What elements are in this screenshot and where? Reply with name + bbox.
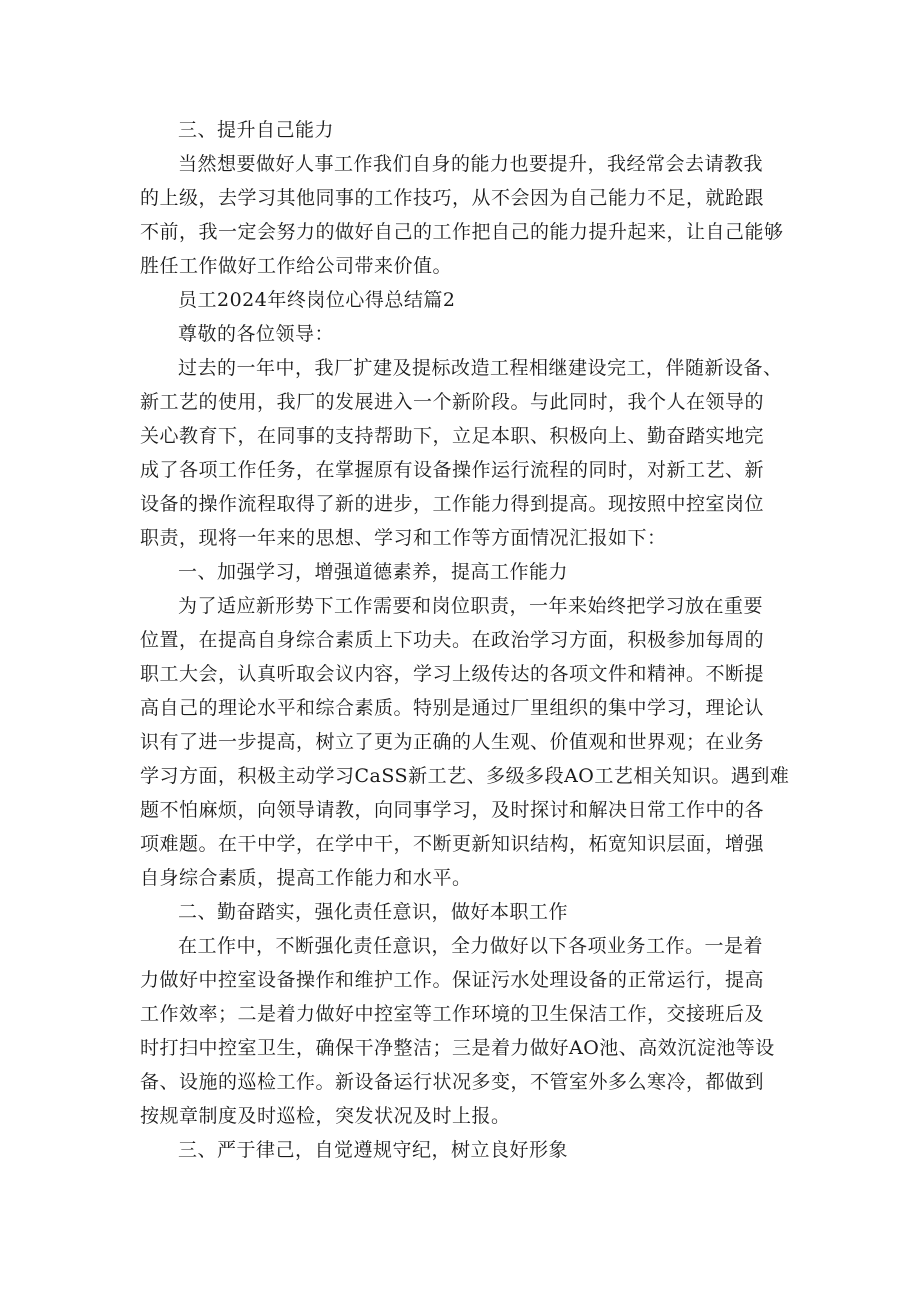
paragraph-line: 胜任工作做好工作给公司带来价值。 — [140, 255, 453, 277]
paragraph-first-line: 员工2024年终岗位心得总结篇2 — [178, 289, 456, 311]
paragraph-first-line: 三、严于律己，自觉遵规守纪，树立良好形象 — [178, 1139, 569, 1161]
paragraph-line: 识有了进一步提高，树立了更为正确的人生观、价值观和世界观；在业务 — [140, 731, 765, 753]
paragraph-first-line: 当然想要做好人事工作我们自身的能力也要提升，我经常会去请教我 — [178, 153, 764, 175]
paragraph-line: 学习方面，积极主动学习CaSS新工艺、多级多段AO工艺相关知识。遇到难 — [140, 765, 790, 787]
document-body — [140, 113, 800, 1167]
paragraph-line: 的上级，去学习其他同事的工作技巧，从不会因为自己能力不足，就跄跟 — [140, 187, 765, 209]
paragraph-line: 成了各项工作任务，在掌握原有设备操作运行流程的同时，对新工艺、新 — [140, 459, 765, 481]
paragraph-line: 时打扫中控室卫生，确保干净整洁；三是着力做好AO池、高效沉淀池等设 — [140, 1037, 775, 1059]
paragraph-line: 位置，在提高自身综合素质上下功夫。在政治学习方面，积极参加每周的 — [140, 629, 765, 651]
paragraph-first-line: 尊敬的各位领导： — [178, 323, 335, 345]
paragraph-line: 设备的操作流程取得了新的进步，工作能力得到提高。现按照中控室岗位 — [140, 493, 765, 515]
paragraph-line: 项难题。在干中学，在学中干，不断更新知识结构，柘宽知识层面，增强 — [140, 833, 765, 855]
paragraph-line: 力做好中控室设备操作和维护工作。保证污水处理设备的正常运行，提高 — [140, 969, 765, 991]
paragraph-first-line: 三、提升自己能力 — [178, 119, 335, 141]
paragraph-first-line: 过去的一年中，我厂扩建及提标改造工程相继建设完工，伴随新设备、 — [178, 357, 783, 379]
paragraph-first-line: 一、加强学习，增强道德素养，提高工作能力 — [178, 561, 569, 583]
paragraph-first-line: 二、勤奋踏实，强化责任意识，做好本职工作 — [178, 901, 569, 923]
paragraph-line: 工作效率；二是着力做好中控室等工作环境的卫生保洁工作，交接班后及 — [140, 1003, 765, 1025]
paragraph-line: 备、设施的巡检工作。新设备运行状况多变，不管室外多么寒冷，都做到 — [140, 1071, 765, 1093]
paragraph-line: 按规章制度及时巡检，突发状况及时上报。 — [140, 1105, 511, 1127]
paragraph-line: 题不怕麻烦，向领导请教，向同事学习，及时探讨和解决日常工作中的各 — [140, 799, 765, 821]
paragraph-first-line: 在工作中，不断强化责任意识，全力做好以下各项业务工作。一是着 — [178, 935, 764, 957]
paragraph-line: 职责，现将一年来的思想、学习和工作等方面情况汇报如下： — [140, 527, 667, 549]
paragraph-line: 新工艺的使用，我厂的发展进入一个新阶段。与此同时，我个人在领导的 — [140, 391, 765, 413]
paragraph-line: 关心教育下，在同事的支持帮助下，立足本职、积极向上、勤奋踏实地完 — [140, 425, 765, 447]
paragraph-line: 自身综合素质，提高工作能力和水平。 — [140, 867, 472, 889]
paragraph-line: 不前，我一定会努力的做好自己的工作把自己的能力提升起来，让自己能够 — [140, 221, 784, 243]
paragraph-first-line: 为了适应新形势下工作需要和岗位职责，一年来始终把学习放在重要 — [178, 595, 764, 617]
paragraph-line: 高自己的理论水平和综合素质。特别是通过厂里组织的集中学习，理论认 — [140, 697, 765, 719]
paragraph-line: 职工大会，认真听取会议内容，学习上级传达的各项文件和精神。不断提 — [140, 663, 765, 685]
